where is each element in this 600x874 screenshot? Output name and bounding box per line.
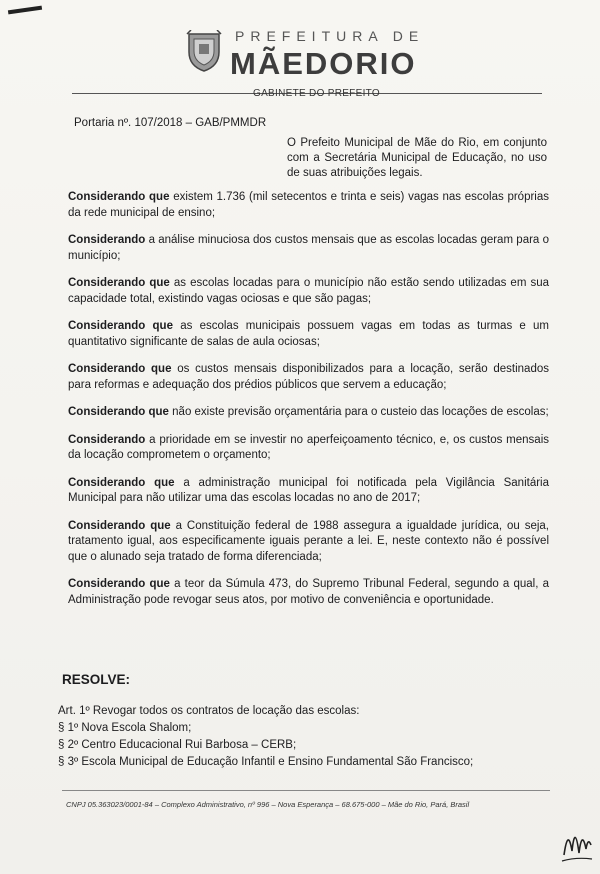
consideration-text: a teor da Súmula 473, do Supremo Tribunal Federal, segundo a qual, a Administração pode revogar seus atos, por motivo de conveniência e oportunidade. [68, 578, 549, 606]
articles-list [58, 703, 558, 771]
consideration-lead: Considerando que [68, 320, 173, 332]
consideration-paragraph [68, 190, 549, 221]
article-line: § 1º Nova Escola Shalom; [58, 722, 192, 734]
city-name: MÃEDORIO [230, 46, 417, 81]
intro-paragraph: O Prefeito Municipal de Mãe do Rio, em conjunto com a Secretária Municipal de Educação, no uso de suas atribuições legais. [287, 137, 547, 179]
consideration-paragraph [68, 433, 549, 464]
consideration-paragraph [68, 276, 549, 307]
consideration-text: a administração municipal foi notificada pela Vigilância Sanitária Municipal para não utilizar uma das escolas locadas no ano de 2017; [68, 476, 549, 504]
footer-divider [62, 790, 550, 791]
article-line: § 3º Escola Municipal de Educação Infantil e Ensino Fundamental São Francisco; [58, 756, 474, 768]
consideration-paragraph [68, 405, 549, 421]
consideration-text: as escolas locadas para o município não estão sendo utilizadas em sua capacidade total, existindo vagas ociosas e que são pagas; [68, 277, 549, 305]
consideration-text: não existe previsão orçamentária para o custeio das locações de escolas; [168, 406, 549, 418]
consideration-paragraph [68, 362, 549, 393]
consideration-paragraph [68, 577, 549, 608]
letterhead [175, 16, 445, 88]
article-line: Art. 1º Revogar todos os contratos de locação das escolas: [58, 705, 360, 717]
municipal-crest-icon [185, 30, 223, 72]
article-line: § 2º Centro Educacional Rui Barbosa – CERB; [58, 739, 297, 751]
consideration-paragraph [68, 319, 549, 350]
consideration-text: as escolas municipais possuem vagas em todas as turmas e um quantitativo significante de salas de aula ociosas; [68, 320, 550, 348]
consideration-paragraph [68, 519, 549, 566]
consideration-text: existem 1.736 (mil setecentos e trinta e seis) vagas nas escolas próprias da rede municipal de ensino; [68, 191, 549, 219]
consideration-lead: Considerando que [68, 191, 170, 203]
consideration-lead: Considerando que [68, 578, 170, 590]
consideration-text: os custos mensais disponibilizados para a locação, serão destinados para reformas e adequação dos prédios públicos que servem a educação; [68, 363, 549, 391]
resolve-heading: RESOLVE: [62, 672, 131, 687]
prefeitura-label: PREFEITURA DE [235, 28, 425, 44]
portaria-number: Portaria nº. 107/2018 – GAB/PMMDR [74, 117, 267, 129]
handwritten-signature [560, 815, 594, 865]
consideration-text: a prioridade em se investir no aperfeiçoamento técnico, e, os custos mensais da locação comprometem o orçamento; [68, 433, 549, 461]
considerations-list [68, 190, 549, 620]
consideration-lead: Considerando que [68, 363, 172, 375]
consideration-lead: Considerando que [68, 519, 171, 532]
department-label: GABINETE DO PREFEITO [253, 88, 380, 99]
consideration-paragraph [68, 476, 549, 507]
consideration-lead: Considerando que [68, 476, 175, 489]
scan-mark [8, 6, 42, 15]
consideration-lead: Considerando que [68, 277, 170, 289]
consideration-text: a Constituição federal de 1988 assegura a igualdade jurídica, ou seja, tratamento igual, aos especificamente iguais perante a lei. E, neste contexto não é possível que o alunado seja tratado de forma diferenciada; [68, 519, 550, 563]
footer-address: CNPJ 05.363023/0001-84 – Complexo Administrativo, nº 996 – Nova Esperança – 68.675-000 – Mãe do Rio, Pará, Brasil [66, 800, 470, 809]
consideration-lead: Considerando que [68, 406, 169, 418]
consideration-lead: Considerando [68, 234, 146, 246]
consideration-lead: Considerando [68, 433, 146, 446]
consideration-paragraph [68, 233, 549, 264]
consideration-text: a análise minuciosa dos custos mensais que as escolas locadas geram para o município; [68, 234, 549, 262]
